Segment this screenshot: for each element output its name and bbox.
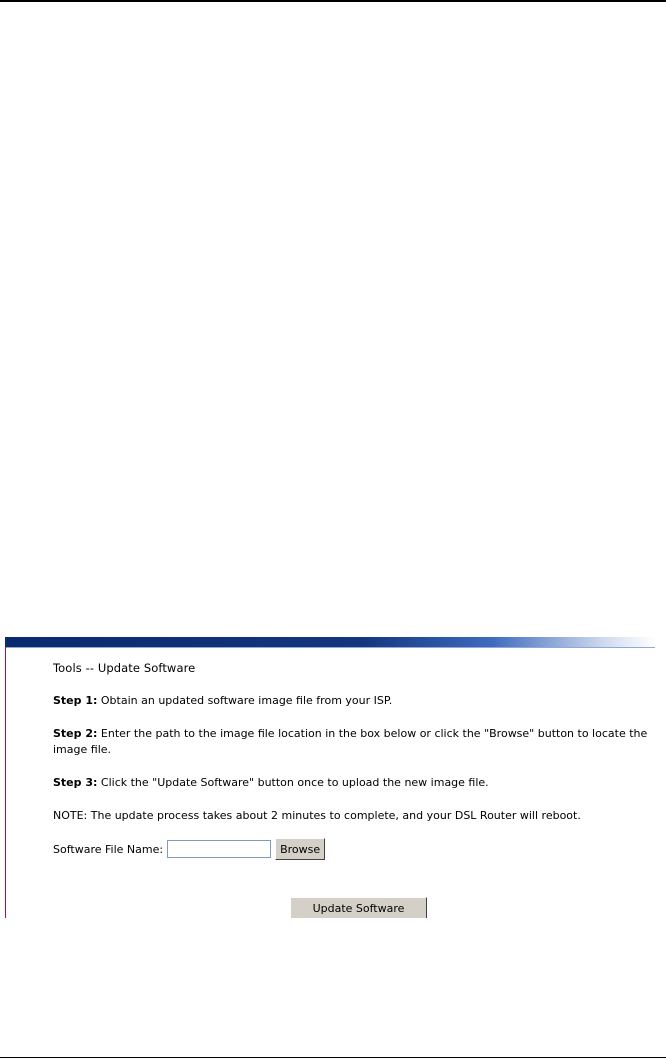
software-file-input[interactable] [167, 840, 271, 858]
page-title: Tools -- Update Software [53, 661, 196, 675]
step-2-label: Step 2: [53, 727, 98, 740]
step-1-text: Obtain an updated software image file from your ISP. [97, 694, 393, 707]
update-software-button[interactable]: Update Software [290, 897, 427, 918]
left-frame-border [5, 647, 6, 918]
step-2 [53, 726, 653, 758]
step-2-text: Enter the path to the image file location in the box below or click the "Browse" button to locate the image file. [53, 727, 648, 756]
step-3-text: Click the "Update Software" button once to upload the new image file. [97, 776, 489, 789]
top-rule [0, 0, 666, 2]
header-banner [5, 637, 655, 647]
software-file-row [53, 837, 653, 861]
step-1 [53, 693, 653, 709]
update-software-panel [53, 661, 653, 861]
header-divider [5, 647, 655, 648]
bottom-rule [0, 1057, 666, 1058]
step-3 [53, 775, 653, 791]
browse-button[interactable]: Browse [275, 838, 325, 860]
step-1-label: Step 1: [53, 694, 98, 707]
router-screenshot [0, 637, 655, 918]
note-text: NOTE: The update process takes about 2 minutes to complete, and your DSL Router will reboot. [53, 809, 581, 822]
step-3-label: Step 3: [53, 776, 98, 789]
software-file-label: Software File Name: [53, 842, 164, 856]
